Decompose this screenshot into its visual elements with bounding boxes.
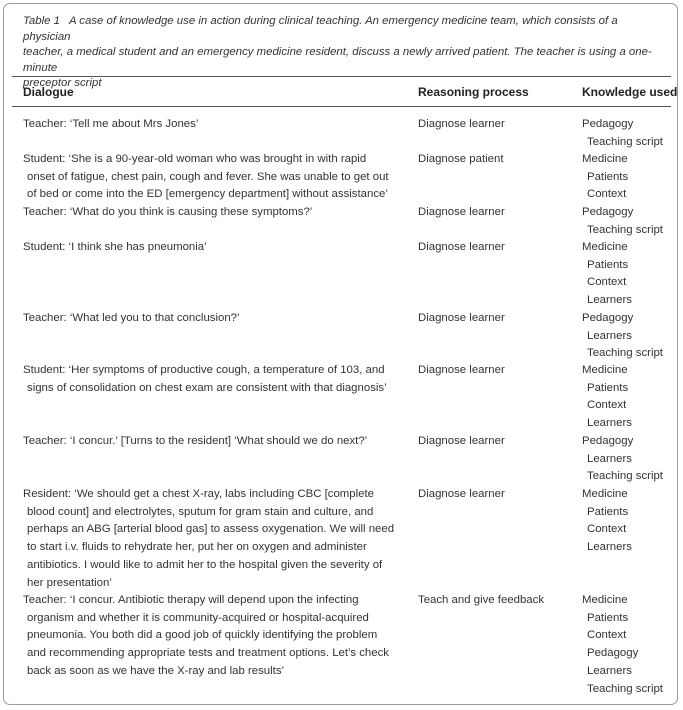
reasoning-cell: Teach and give feedback	[418, 594, 545, 606]
knowledge-item: Medicine	[582, 241, 628, 253]
knowledge-item: Pedagogy	[582, 206, 634, 218]
dialogue-line: Student: ‘I think she has pneumonia’	[23, 241, 207, 253]
dialogue-line: Student: ‘She is a 90-year-old woman who was brought in with rapid	[23, 153, 367, 165]
knowledge-cell	[582, 239, 632, 310]
knowledge-item: Patients	[587, 611, 629, 624]
dialogue-line: and recommending appropriate tests and treatment options. Let’s check	[27, 647, 389, 660]
knowledge-item: Context	[587, 523, 627, 536]
knowledge-item: Teaching script	[587, 223, 663, 236]
knowledge-item: Learners	[587, 417, 632, 430]
knowledge-item: Learners	[587, 329, 632, 342]
dialogue-line: to start i.v. fluids to rehydrate her, put her on oxygen and administer	[27, 541, 367, 554]
dialogue-line: perhaps an ABG [arterial blood gas] to assess oxygenation. We will need	[27, 523, 395, 536]
knowledge-item: Patients	[587, 258, 629, 271]
caption-line-1: Table 1 A case of knowledge use in action during clinical teaching. An emergency medicine team, which consists of a physician	[23, 15, 618, 43]
reasoning-cell: Diagnose learner	[418, 206, 505, 218]
knowledge-cell	[582, 310, 663, 363]
header-bottom-rule	[12, 106, 671, 107]
knowledge-item: Medicine	[582, 364, 628, 376]
dialogue-line: pneumonia. You both did a good job of quickly identifying the problem	[27, 629, 378, 642]
header-knowledge: Knowledge used	[582, 85, 678, 99]
knowledge-item: Learners	[587, 452, 632, 465]
dialogue-cell	[23, 116, 383, 134]
knowledge-item: Pedagogy	[582, 435, 634, 447]
knowledge-cell	[582, 486, 632, 557]
knowledge-item: Teaching script	[587, 682, 663, 695]
dialogue-cell	[23, 151, 389, 204]
reasoning-cell: Diagnose learner	[418, 488, 505, 500]
knowledge-item: Medicine	[582, 488, 628, 500]
knowledge-cell	[582, 116, 663, 151]
knowledge-item: Context	[587, 276, 627, 289]
dialogue-line: blood count] and electrolytes, sputum for gram stain and culture, and	[27, 505, 374, 518]
reasoning-cell: Diagnose patient	[418, 153, 504, 165]
reasoning-cell: Diagnose learner	[418, 364, 505, 376]
knowledge-item: Learners	[587, 664, 632, 677]
caption-line-2: teacher, a medical student and an emergency medicine resident, discuss a newly arrived patient. The teacher is using a one-minute	[23, 46, 652, 74]
knowledge-item: Patients	[587, 381, 629, 394]
dialogue-cell	[23, 433, 383, 451]
knowledge-item: Medicine	[582, 153, 628, 165]
knowledge-item: Pedagogy	[587, 647, 639, 660]
reasoning-cell: Diagnose learner	[418, 312, 505, 324]
dialogue-line: Teacher: ‘What led you to that conclusion?’	[23, 312, 240, 324]
reasoning-cell: Diagnose learner	[418, 118, 505, 130]
dialogue-line: Student: ‘Her symptoms of productive cough, a temperature of 103, and	[23, 364, 385, 376]
reasoning-cell: Diagnose learner	[418, 435, 505, 447]
knowledge-item: Context	[587, 188, 627, 201]
caption-label: Table 1	[23, 15, 60, 27]
knowledge-cell	[582, 433, 663, 486]
knowledge-cell	[582, 204, 663, 239]
knowledge-item: Learners	[587, 541, 632, 554]
header-reasoning: Reasoning process	[418, 85, 529, 99]
knowledge-item: Learners	[587, 294, 632, 307]
knowledge-item: Pedagogy	[582, 312, 634, 324]
knowledge-item: Teaching script	[587, 470, 663, 483]
dialogue-line: signs of consolidation on chest exam are consistent with that diagnosis’	[27, 381, 387, 394]
dialogue-cell	[23, 362, 387, 397]
knowledge-item: Context	[587, 629, 627, 642]
knowledge-item: Teaching script	[587, 347, 663, 360]
dialogue-line: back as soon as we have the X-ray and lab results’	[27, 664, 285, 677]
dialogue-line: onset of fatigue, chest pain, cough and fever. She was unable to get out	[27, 170, 389, 183]
caption-line-3: preceptor script	[23, 77, 102, 89]
dialogue-line: organism and whether it is community-acquired or hospital-acquired	[27, 611, 369, 624]
dialogue-cell	[23, 204, 383, 222]
dialogue-line: Resident: ‘We should get a chest X-ray, labs including CBC [complete	[23, 488, 374, 500]
dialogue-line: of bed or come into the ED [emergency department] without assistance’	[27, 188, 388, 201]
knowledge-item: Medicine	[582, 594, 628, 606]
dialogue-cell	[23, 486, 395, 592]
knowledge-item: Pedagogy	[582, 118, 634, 130]
dialogue-line: her presentation’	[27, 576, 112, 589]
knowledge-cell	[582, 151, 628, 204]
dialogue-line: Teacher: ‘I concur. Antibiotic therapy will depend upon the infecting	[23, 594, 359, 606]
knowledge-item: Patients	[587, 170, 629, 183]
knowledge-item: Teaching script	[587, 135, 663, 148]
dialogue-cell	[23, 310, 383, 328]
dialogue-cell	[23, 592, 389, 681]
reasoning-cell: Diagnose learner	[418, 241, 505, 253]
header-dialogue: Dialogue	[23, 85, 74, 99]
dialogue-line: Teacher: ‘Tell me about Mrs Jones’	[23, 118, 199, 130]
knowledge-item: Context	[587, 399, 627, 412]
dialogue-cell	[23, 239, 383, 257]
dialogue-line: Teacher: ‘What do you think is causing these symptoms?’	[23, 206, 313, 218]
dialogue-line: antibiotics. I would like to admit her to the hospital given the severity of	[27, 558, 383, 571]
header-top-rule	[12, 76, 671, 77]
knowledge-item: Patients	[587, 505, 629, 518]
knowledge-cell	[582, 592, 663, 698]
dialogue-line: Teacher: ‘I concur.’ [Turns to the resident] ‘What should we do next?’	[23, 435, 368, 447]
knowledge-cell	[582, 362, 632, 433]
table-caption	[23, 14, 663, 92]
